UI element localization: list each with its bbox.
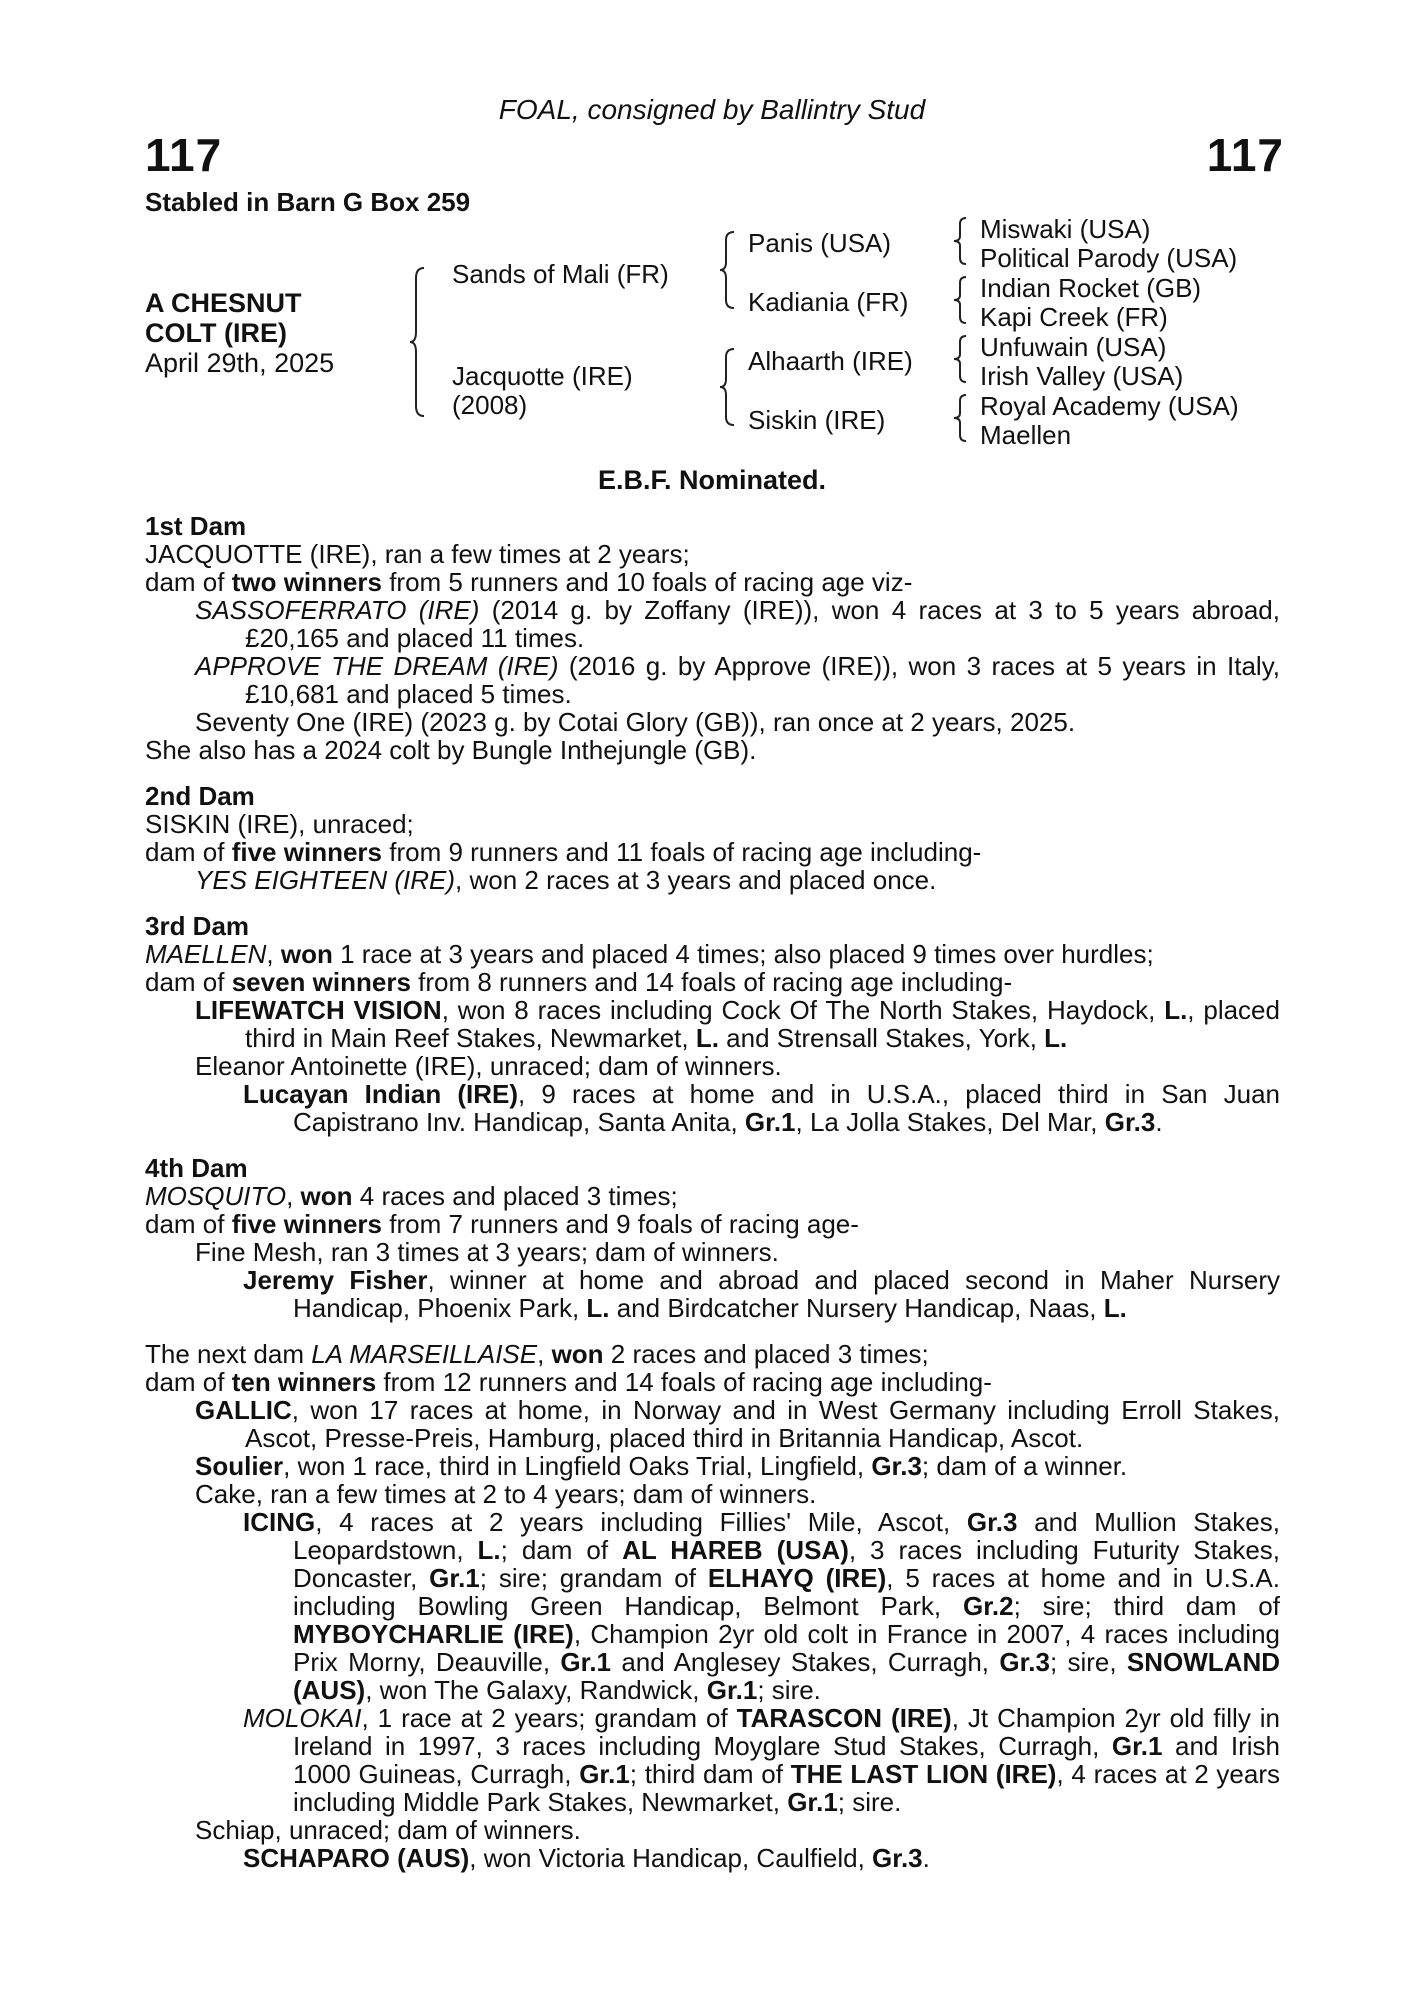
pedigree-gen2-4: Siskin (IRE)	[748, 405, 886, 435]
fourth-dam-heading: 4th Dam	[145, 1153, 248, 1183]
pedigree-gen2-1: Panis (USA)	[748, 228, 892, 258]
next-dam-grand-offspring-2: MOLOKAI, 1 race at 2 years; grandam of TARASCON (IRE), Jt Champion 2yr old filly in Ireland in 1997, 3 races including Moyglare Stud Stakes, Curragh, Gr.1 and Irish 1000 Guineas, Curragh, Gr.1; third dam of THE LAST LION (IRE), 4 races at 2 years including Middle Park Stakes, Newmarket, Gr.1; sire.	[243, 1703, 1281, 1817]
pedigree-brace-main	[408, 266, 428, 418]
pedigree-brace-dam	[718, 347, 738, 427]
pedigree-gen3-6: Irish Valley (USA)	[980, 361, 1184, 391]
next-dam-section	[145, 1340, 1280, 1872]
pedigree-gen2-3: Alhaarth (IRE)	[748, 346, 913, 376]
pedigree-brace-g3-2	[952, 275, 970, 325]
next-dam-grand-offspring-3: SCHAPARO (AUS), won Victoria Handicap, Caulfield, Gr.3.	[243, 1843, 930, 1873]
third-dam-offspring-1: LIFEWATCH VISION, won 8 races including Cock Of The North Stakes, Haydock, L., placed third in Main Reef Stakes, Newmarket, L. and Strensall Stakes, York, L.	[195, 995, 1280, 1053]
first-dam-line3: She also has a 2024 colt by Bungle Inthejungle (GB).	[145, 735, 757, 765]
pedigree-brace-g3-4	[952, 393, 970, 443]
third-dam-grand-offspring-1: Lucayan Indian (IRE), 9 races at home and in U.S.A., placed third in San Juan Capistrano Inv. Handicap, Santa Anita, Gr.1, La Jolla Stakes, Del Mar, Gr.3.	[243, 1079, 1280, 1137]
second-dam-heading: 2nd Dam	[145, 781, 255, 811]
third-dam-line2: dam of seven winners from 8 runners and 14 foals of racing age including-	[145, 967, 1013, 997]
next-dam-offspring-4: Schiap, unraced; dam of winners.	[195, 1815, 581, 1845]
pedigree-gen3-4: Kapi Creek (FR)	[980, 302, 1168, 332]
second-dam-line1: SISKIN (IRE), unraced;	[145, 809, 414, 839]
dam-sections	[145, 512, 1280, 1872]
next-dam-line2: dam of ten winners from 12 runners and 14 foals of racing age including-	[145, 1367, 992, 1397]
next-dam-offspring-2: Soulier, won 1 race, third in Lingfield Oaks Trial, Lingfield, Gr.3; dam of a winner.	[195, 1451, 1128, 1481]
pedigree-gen3-5: Unfuwain (USA)	[980, 332, 1167, 362]
ebf-nominated: E.B.F. Nominated.	[597, 465, 827, 495]
lot-number-left: 117	[145, 129, 223, 181]
second-dam-offspring-1: YES EIGHTEEN (IRE), won 2 races at 3 years and placed once.	[195, 865, 937, 895]
fourth-dam-offspring-1: Fine Mesh, ran 3 times at 3 years; dam of winners.	[195, 1237, 779, 1267]
third-dam-section	[145, 912, 1280, 1136]
pedigree-gen3-7: Royal Academy (USA)	[980, 391, 1239, 421]
second-dam-line2: dam of five winners from 9 runners and 11 foals of racing age including-	[145, 837, 982, 867]
horse-description	[145, 288, 334, 378]
pedigree-gen3-3: Indian Rocket (GB)	[980, 273, 1202, 303]
third-dam-offspring-2: Eleanor Antoinette (IRE), unraced; dam of winners.	[195, 1051, 782, 1081]
next-dam-offspring-3: Cake, ran a few times at 2 to 4 years; dam of winners.	[195, 1479, 817, 1509]
pedigree-brace-sire	[718, 230, 738, 310]
horse-type-line2: COLT (IRE)	[145, 318, 287, 348]
pedigree-dam-name: Jacquotte (IRE)	[452, 361, 633, 391]
fourth-dam-line2: dam of five winners from 7 runners and 9 foals of racing age-	[145, 1209, 859, 1239]
next-dam-line1: The next dam LA MARSEILLAISE, won 2 races and placed 3 times;	[145, 1339, 929, 1369]
third-dam-heading: 3rd Dam	[145, 911, 250, 941]
fourth-dam-section	[145, 1154, 1280, 1322]
stabled-location: Stabled in Barn G Box 259	[145, 187, 471, 217]
first-dam-offspring-3: Seventy One (IRE) (2023 g. by Cotai Glory (GB)), ran once at 2 years, 2025.	[195, 707, 1076, 737]
third-dam-line1: MAELLEN, won 1 race at 3 years and placed 4 times; also placed 9 times over hurdles;	[145, 939, 1154, 969]
first-dam-section	[145, 512, 1280, 764]
first-dam-offspring-1: SASSOFERRATO (IRE) (2014 g. by Zoffany (IRE)), won 4 races at 3 to 5 years abroad, £20,165 and placed 11 times.	[195, 595, 1280, 653]
pedigree-gen3-1: Miswaki (USA)	[980, 214, 1151, 244]
fourth-dam-grand-offspring-1: Jeremy Fisher, winner at home and abroad and placed second in Maher Nursery Handicap, Phoenix Park, L. and Birdcatcher Nursery Handicap, Naas, L.	[243, 1265, 1281, 1323]
horse-type-line1: A CHESNUT	[145, 288, 302, 318]
first-dam-line2: dam of two winners from 5 runners and 10 foals of racing age viz-	[145, 567, 913, 597]
pedigree-dam	[452, 362, 633, 420]
first-dam-heading: 1st Dam	[145, 511, 247, 541]
fourth-dam-line1: MOSQUITO, won 4 races and placed 3 times;	[145, 1181, 678, 1211]
first-dam-offspring-2: APPROVE THE DREAM (IRE) (2016 g. by Approve (IRE)), won 3 races at 5 years in Italy, £10,681 and placed 5 times.	[195, 651, 1280, 709]
next-dam-offspring-1: GALLIC, won 17 races at home, in Norway and in West Germany including Erroll Stakes, Ascot, Presse-Preis, Hamburg, placed third in Britannia Handicap, Ascot.	[195, 1395, 1280, 1453]
pedigree-brace-g3-3	[952, 334, 970, 384]
pedigree-sire: Sands of Mali (FR)	[452, 259, 669, 289]
pedigree-gen2-2: Kadiania (FR)	[748, 287, 909, 317]
pedigree-gen3-8: Maellen	[980, 420, 1072, 450]
foaling-date: April 29th, 2025	[145, 348, 335, 378]
second-dam-section	[145, 782, 1280, 894]
pedigree-dam-year: (2008)	[452, 390, 528, 420]
pedigree-gen3-2: Political Parody (USA)	[980, 243, 1238, 273]
consignment-line: FOAL, consigned by Ballintry Stud	[498, 94, 926, 125]
pedigree-brace-g3-1	[952, 216, 970, 266]
lot-number-right: 117	[1206, 129, 1284, 181]
first-dam-line1: JACQUOTTE (IRE), ran a few times at 2 years;	[145, 539, 690, 569]
next-dam-grand-offspring-1: ICING, 4 races at 2 years including Fillies' Mile, Ascot, Gr.3 and Mullion Stakes, Leopardstown, L.; dam of AL HAREB (USA), 3 races including Futurity Stakes, Doncaster, Gr.1; sire; grandam of ELHAYQ (IRE), 5 races at home and in U.S.A. including Bowling Green Handicap, Belmont Park, Gr.2; sire; third dam of MYBOYCHARLIE (IRE), Champion 2yr old colt in France in 2007, 4 races including Prix Morny, Deauville, Gr.1 and Anglesey Stakes, Curragh, Gr.3; sire, SNOWLAND (AUS), won The Galaxy, Randwick, Gr.1; sire.	[243, 1507, 1281, 1705]
